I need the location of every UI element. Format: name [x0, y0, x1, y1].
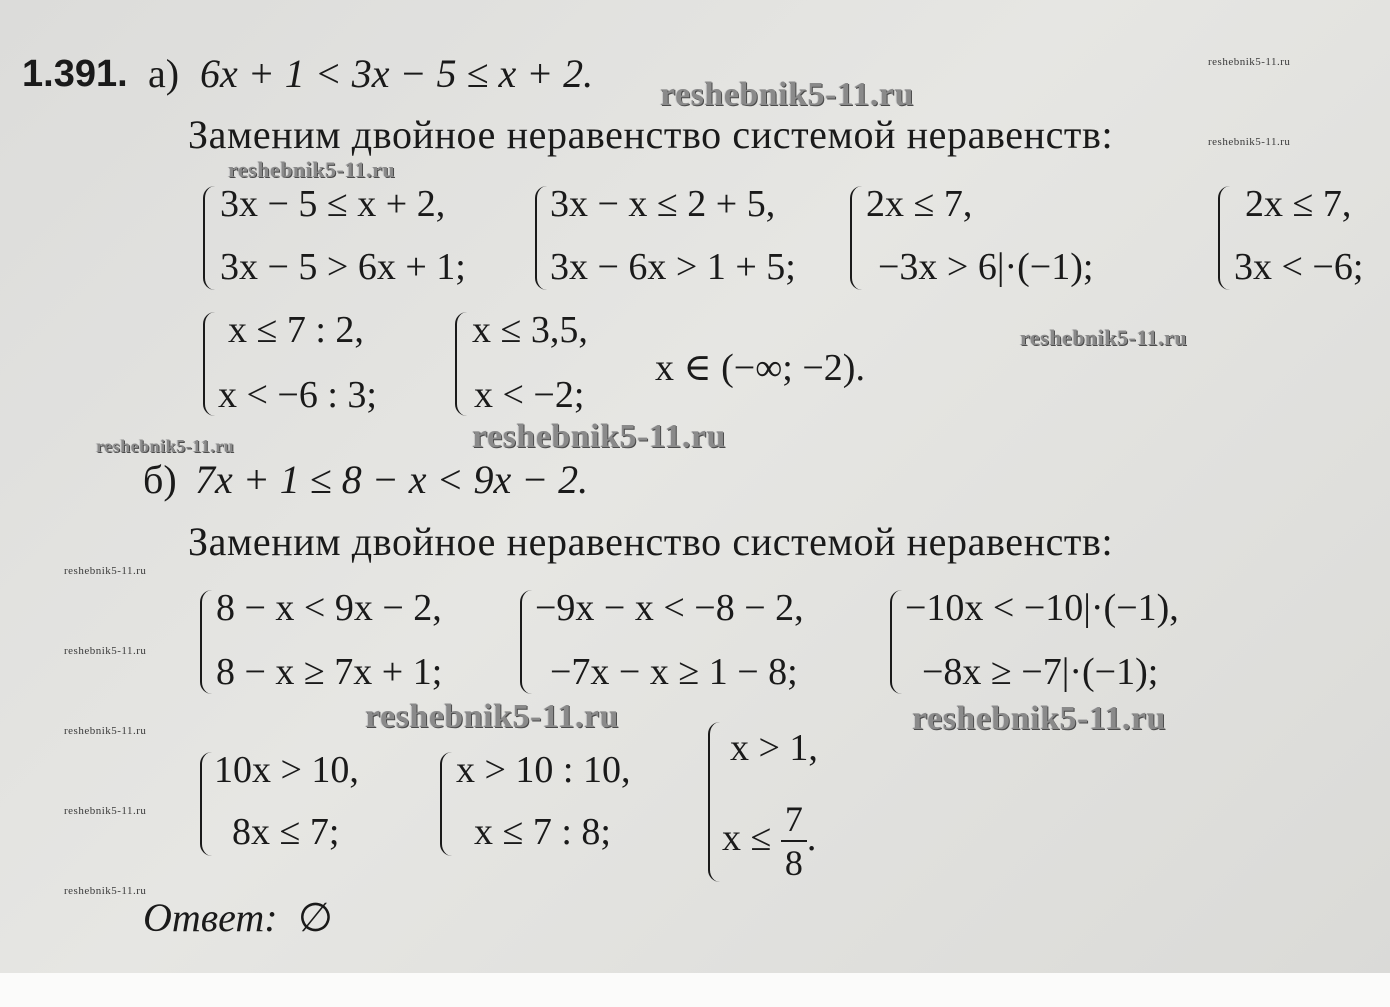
system-brace	[200, 590, 214, 694]
system-brace	[890, 590, 904, 694]
system-line: −8x ≥ −7|·(−1);	[922, 651, 1159, 693]
problem-number: 1.391.	[22, 53, 128, 95]
system-line: 8x ≤ 7;	[232, 811, 340, 853]
system-line: −3x > 6|·(−1);	[878, 246, 1094, 288]
system-line: x > 1,	[730, 727, 818, 769]
system-line: x < −6 : 3;	[218, 374, 377, 416]
answer-value: ∅	[298, 895, 333, 940]
fraction-denominator: 8	[784, 843, 803, 884]
system-line: 2x ≤ 7,	[866, 183, 973, 225]
watermark: reshebnik5-11.ru	[1208, 56, 1291, 68]
watermark: reshebnik5-11.ru	[64, 805, 147, 817]
part-a-inequality: 6x + 1 < 3x − 5 ≤ x + 2.	[200, 51, 594, 96]
system-line: x ≤ 7 : 2,	[228, 309, 364, 351]
system-brace	[200, 752, 214, 856]
system-brace	[535, 186, 549, 290]
part-b-label: б)	[143, 457, 177, 502]
system-line: 3x − 5 > 6x + 1;	[220, 246, 466, 288]
system-line: x ≤ 7 : 8;	[474, 811, 611, 853]
system-brace	[520, 590, 534, 694]
answer-label: Ответ:	[143, 895, 278, 940]
system-brace	[1218, 186, 1232, 290]
system-line: 8 − x < 9x − 2,	[216, 587, 442, 629]
watermark: reshebnik5-11.ru	[64, 725, 147, 737]
part-a-result: x ∈ (−∞; −2).	[655, 347, 865, 389]
watermark: reshebnik5-11.ru	[64, 565, 147, 577]
watermark: reshebnik5-11.ru	[365, 698, 619, 735]
watermark: reshebnik5-11.ru	[64, 885, 147, 897]
system-brace	[440, 752, 454, 856]
watermark: reshebnik5-11.ru	[1208, 136, 1291, 148]
system-brace	[203, 186, 217, 290]
watermark: reshebnik5-11.ru	[96, 436, 235, 456]
system-line: x < −2;	[474, 374, 585, 416]
watermark: reshebnik5-11.ru	[660, 76, 914, 113]
system-brace	[203, 312, 217, 416]
watermark: reshebnik5-11.ru	[1020, 325, 1188, 350]
fraction	[781, 799, 807, 884]
part-a-intro: Заменим двойное неравенство системой неравенств:	[188, 112, 1114, 157]
watermark: reshebnik5-11.ru	[912, 700, 1166, 737]
part-b-inequality: 7x + 1 ≤ 8 − x < 9x − 2.	[195, 457, 589, 502]
system-line: −7x − x ≥ 1 − 8;	[550, 651, 798, 693]
watermark: reshebnik5-11.ru	[228, 157, 396, 182]
system-line: −10x < −10|·(−1),	[905, 587, 1179, 629]
fraction-suffix: .	[806, 817, 817, 859]
system-line: 8 − x ≥ 7x + 1;	[216, 651, 443, 693]
watermark: reshebnik5-11.ru	[472, 418, 726, 455]
system-line: 2x ≤ 7,	[1245, 183, 1352, 225]
system-line: 3x − 6x > 1 + 5;	[550, 246, 796, 288]
system-line-fraction	[722, 790, 816, 886]
system-line: 10x > 10,	[214, 749, 359, 791]
part-a-label: а)	[148, 51, 180, 96]
system-brace	[708, 722, 722, 882]
part-b-intro: Заменим двойное неравенство системой неравенств:	[188, 519, 1114, 564]
system-line: x ≤ 3,5,	[472, 309, 588, 351]
system-line: 3x < −6;	[1234, 246, 1364, 288]
fraction-numerator: 7	[781, 801, 807, 842]
system-line: −9x − x < −8 − 2,	[535, 587, 804, 629]
system-line: 3x − 5 ≤ x + 2,	[220, 183, 446, 225]
watermark: reshebnik5-11.ru	[64, 645, 147, 657]
system-brace	[850, 186, 864, 290]
system-brace	[455, 312, 469, 416]
fraction-prefix: x ≤	[722, 817, 772, 859]
system-line: x > 10 : 10,	[456, 749, 631, 791]
system-line: 3x − x ≤ 2 + 5,	[550, 183, 776, 225]
